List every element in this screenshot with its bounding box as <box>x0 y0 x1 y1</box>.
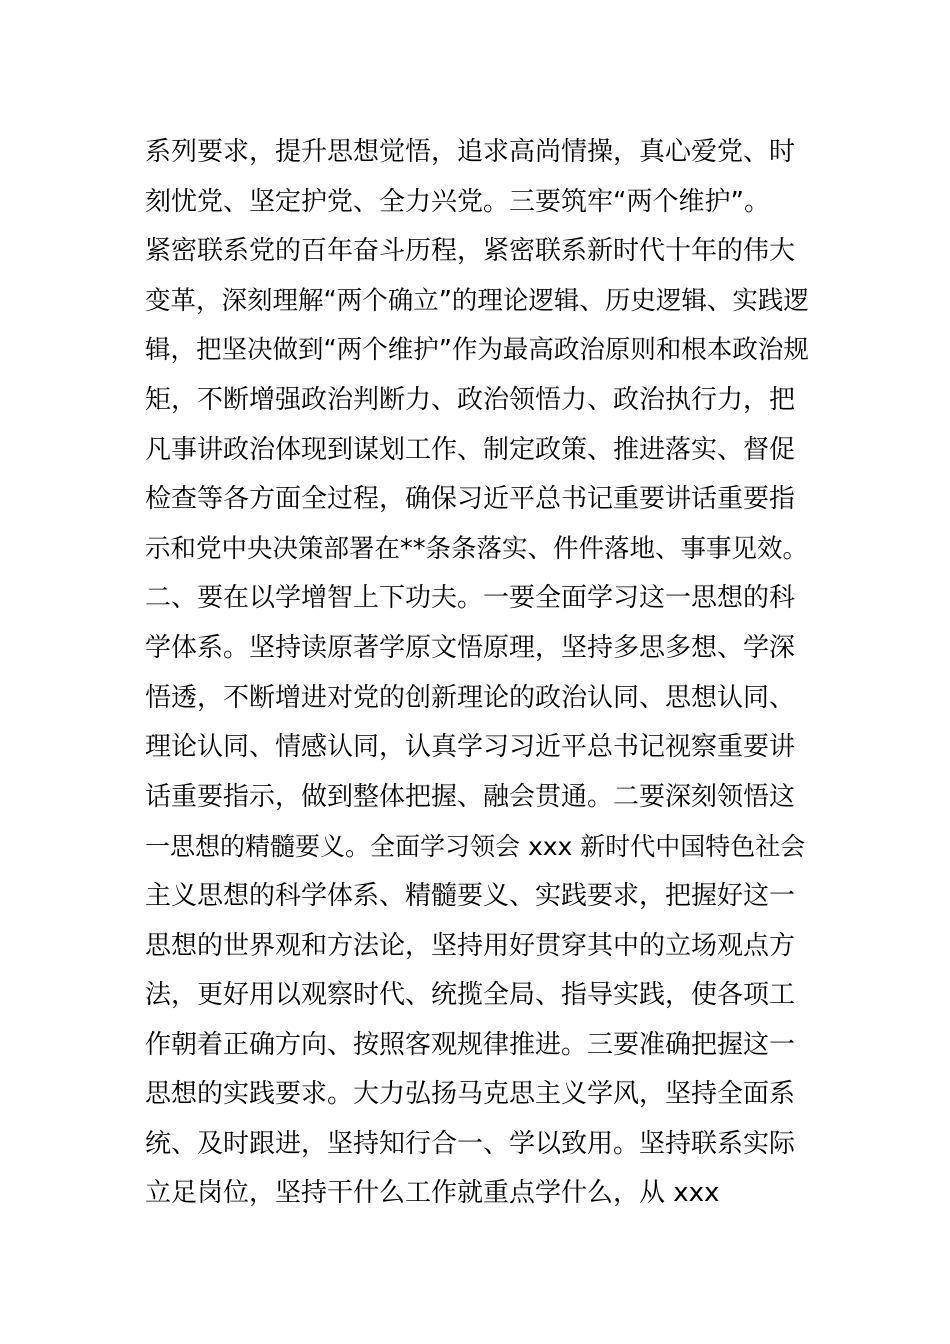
text-line: 辑，把坚决做到“两个维护”作为最高政治原则和根本政治规 <box>145 335 809 366</box>
text-line: 思想的实践要求。大力弘扬马克思主义学风，坚持全面系 <box>145 1079 796 1110</box>
text-line: 主义思想的科学体系、精髓要义、实践要求，把握好这一 <box>145 880 796 911</box>
text-line: 刻忧党、坚定护党、全力兴党。三要筑牢“两个维护”。 <box>145 186 770 217</box>
text-line: 作朝着正确方向、按照客观规律推进。三要准确把握这一 <box>145 1029 796 1060</box>
text-line: 悟透，不断增进对党的创新理论的政治认同、思想认同、 <box>145 682 796 713</box>
text-line: 示和党中央决策部署在**条条落实、件件落地、事事见效。 <box>145 533 809 564</box>
text-line: 话重要指示，做到整体把握、融会贯通。二要深刻领悟这 <box>145 781 796 812</box>
text-line: 变革，深刻理解“两个确立”的理论逻辑、历史逻辑、实践逻 <box>145 285 809 316</box>
text-line: 矩，不断增强政治判断力、政治领悟力、政治执行力，把 <box>145 384 796 415</box>
text-line: 二、要在以学增智上下功夫。一要全面学习这一思想的科 <box>145 583 796 614</box>
text-line: 学体系。坚持读原著学原文悟原理，坚持多思多想、学深 <box>145 632 796 663</box>
text-line: 凡事讲政治体现到谋划工作、制定政策、推进落实、督促 <box>145 434 796 465</box>
text-line: 系列要求，提升思想觉悟，追求高尚情操，真心爱党、时 <box>145 137 796 167</box>
text-line: 理论认同、情感认同，认真学习习近平总书记视察重要讲 <box>145 732 796 763</box>
text-line: 紧密联系党的百年奋斗历程，紧密联系新时代十年的伟大 <box>145 236 796 267</box>
text-line: 检查等各方面全过程，确保习近平总书记重要讲话重要指 <box>145 484 796 515</box>
text-line: 思想的世界观和方法论，坚持用好贯穿其中的立场观点方 <box>145 930 796 961</box>
body-text <box>145 128 815 1219</box>
text-line: 一思想的精髓要义。全面学习领会 xxx 新时代中国特色社会 <box>145 832 806 862</box>
text-line: 法，更好用以观察时代、统揽全局、指导实践，使各项工 <box>145 980 796 1011</box>
text-line: 统、及时跟进，坚持知行合一、学以致用。坚持联系实际 <box>145 1128 796 1159</box>
text-line: 立足岗位，坚持干什么工作就重点学什么，从 xxx <box>145 1178 720 1209</box>
